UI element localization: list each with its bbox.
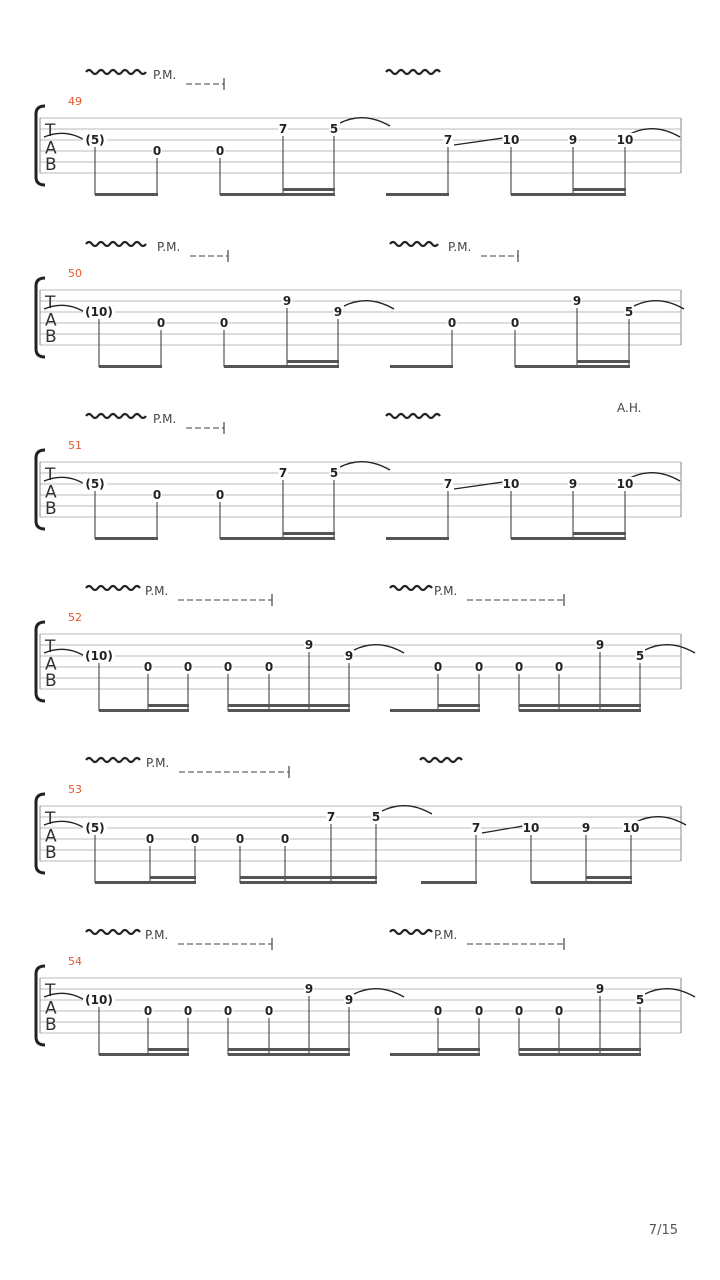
fret-number: 0 [156,316,166,330]
beam [390,365,453,368]
beam-secondary [287,360,339,363]
slide-line [454,482,503,489]
measure-number: 51 [68,439,82,452]
beam [220,537,335,540]
fret-number: 0 [514,660,524,674]
beam [99,1053,189,1056]
measure-number: 52 [68,611,82,624]
beam-secondary [148,704,189,707]
tab-clef-b: B [45,327,57,348]
fret-number: 9 [572,294,582,308]
beam [519,709,641,712]
palm-mute-label: P.M. [145,584,169,598]
beam-secondary [577,360,630,363]
fret-number: 0 [433,660,443,674]
palm-mute-label: P.M. [145,928,169,942]
fret-number: 0 [510,316,520,330]
measure-number: 53 [68,783,82,796]
tie-arc [636,817,686,825]
beam-secondary [519,1048,641,1051]
fret-number: 0 [183,1004,193,1018]
fret-number: 0 [152,144,162,158]
beam [99,365,162,368]
vibrato-mark [86,758,140,762]
fret-number: 0 [514,1004,524,1018]
fret-number: 0 [152,488,162,502]
fret-number: 0 [183,660,193,674]
system-54 [36,928,695,1056]
fret-number: 9 [344,993,354,1007]
fret-number: 0 [143,660,153,674]
beam-secondary [150,876,196,879]
fret-number: 7 [278,466,288,480]
fret-number: 5 [329,466,339,480]
beam-secondary [586,876,632,879]
fret-number: 0 [145,832,155,846]
beam [390,1053,480,1056]
tie-arc [354,645,404,653]
fret-number: 7 [278,122,288,136]
vibrato-mark [420,758,462,762]
tab-clef-b: B [45,843,57,864]
beam-secondary [519,704,641,707]
fret-number: 9 [581,821,591,835]
beam [224,365,339,368]
fret-number: 0 [264,1004,274,1018]
fret-number: 9 [282,294,292,308]
fret-number: 0 [447,316,457,330]
fret-number: 9 [595,638,605,652]
beam-secondary [283,532,335,535]
tab-clef-a: A [45,482,57,503]
fret-number: 0 [433,1004,443,1018]
tie-arc [382,806,432,814]
palm-mute-label: P.M. [146,756,170,770]
fret-number: 0 [143,1004,153,1018]
vibrato-mark [86,70,146,74]
vibrato-mark [86,586,140,590]
beam-secondary [438,704,480,707]
artificial-harmonic-label: A.H. [617,401,642,415]
fret-number: 0 [223,660,233,674]
beam [531,881,632,884]
tab-clef-a: A [45,654,57,675]
tie-arc [344,301,394,309]
beam [386,193,449,196]
beam [390,709,480,712]
measure-number: 49 [68,95,82,108]
system-49 [36,68,681,196]
beam-secondary [228,1048,350,1051]
fret-number: (5) [85,133,105,147]
tab-clef-t: T [45,981,56,1002]
tie-arc [354,989,404,997]
palm-mute-label: P.M. [448,240,472,254]
fret-number: 0 [264,660,274,674]
tab-clef-t: T [45,121,56,142]
system-52 [36,584,695,712]
fret-number: 10 [616,477,634,491]
tab-clef-t: T [45,637,56,658]
fret-number: 7 [443,477,453,491]
fret-number: 0 [474,1004,484,1018]
tab-clef-a: A [45,138,57,159]
vibrato-mark [86,930,140,934]
system-53 [36,756,686,884]
fret-number: 9 [333,305,343,319]
fret-number: 5 [371,810,381,824]
beam [421,881,477,884]
tie-arc [645,645,695,653]
fret-number: 9 [568,477,578,491]
beam-secondary [283,188,335,191]
beam [240,881,377,884]
system-51 [36,401,681,540]
tie-arc [630,473,680,481]
beam [95,537,158,540]
tie-arc [340,118,390,126]
vibrato-mark [86,414,146,418]
fret-number: 10 [502,133,520,147]
fret-number: 0 [235,832,245,846]
fret-number: 10 [522,821,540,835]
beam [519,1053,641,1056]
fret-number: 9 [344,649,354,663]
palm-mute-label: P.M. [153,68,177,82]
palm-mute-label: P.M. [157,240,181,254]
fret-number: 0 [280,832,290,846]
beam [95,193,158,196]
beam [228,709,350,712]
fret-number: 0 [219,316,229,330]
fret-number: 0 [215,488,225,502]
vibrato-mark [390,930,432,934]
beam [99,709,189,712]
fret-number: 7 [471,821,481,835]
fret-number: (5) [85,477,105,491]
fret-number: 5 [635,649,645,663]
vibrato-mark [386,414,440,418]
tab-clef-t: T [45,465,56,486]
fret-number: (10) [85,993,113,1007]
fret-number: 5 [329,122,339,136]
beam-secondary [573,188,626,191]
page-number: 7/15 [648,1223,678,1238]
fret-number: 9 [595,982,605,996]
beam-secondary [228,704,350,707]
tab-clef-b: B [45,155,57,176]
tab-clef-b: B [45,1015,57,1036]
system-50 [36,240,684,368]
tie-arc [340,462,390,470]
tab-clef-b: B [45,671,57,692]
tie-arc [634,301,684,309]
tab-clef-b: B [45,499,57,520]
fret-number: 0 [474,660,484,674]
fret-number: 9 [304,982,314,996]
fret-number: (10) [85,649,113,663]
fret-number: (5) [85,821,105,835]
fret-number: 0 [190,832,200,846]
tab-clef-t: T [45,293,56,314]
beam-secondary [573,532,626,535]
fret-number: 0 [223,1004,233,1018]
tie-arc [630,129,680,137]
tab-clef-a: A [45,310,57,331]
measure-number: 54 [68,955,82,968]
palm-mute-label: P.M. [434,928,458,942]
vibrato-mark [386,70,440,74]
beam-secondary [148,1048,189,1051]
beam-secondary [438,1048,480,1051]
beam [511,537,626,540]
tab-clef-a: A [45,998,57,1019]
beam [386,537,449,540]
fret-number: 5 [624,305,634,319]
fret-number: 10 [616,133,634,147]
fret-number: 7 [326,810,336,824]
tie-arc [645,989,695,997]
beam-secondary [240,876,377,879]
fret-number: 9 [568,133,578,147]
vibrato-mark [390,586,432,590]
tab-clef-a: A [45,826,57,847]
fret-number: 0 [554,1004,564,1018]
beam [95,881,196,884]
palm-mute-label: P.M. [434,584,458,598]
beam [511,193,626,196]
measure-number: 50 [68,267,82,280]
vibrato-mark [390,242,438,246]
vibrato-mark [86,242,146,246]
beam [220,193,335,196]
palm-mute-label: P.M. [153,412,177,426]
fret-number: 10 [502,477,520,491]
fret-number: 7 [443,133,453,147]
fret-number: 0 [215,144,225,158]
slide-line [482,826,523,833]
beam [228,1053,350,1056]
fret-number: 5 [635,993,645,1007]
tab-clef-t: T [45,809,56,830]
fret-number: (10) [85,305,113,319]
fret-number: 9 [304,638,314,652]
fret-number: 0 [554,660,564,674]
beam [515,365,630,368]
fret-number: 10 [622,821,640,835]
slide-line [454,138,503,145]
